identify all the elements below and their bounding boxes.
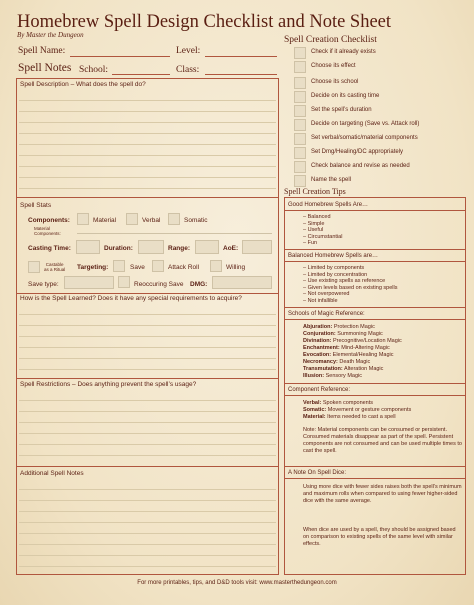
school-desc: Summoning Magic <box>337 331 383 337</box>
school-name: Enchantment: <box>303 345 340 351</box>
school-desc: Mind-Altering Magic <box>341 345 390 351</box>
class-label: Class: <box>176 65 200 75</box>
component-name: Somatic: <box>303 407 327 413</box>
material-label: Material <box>93 217 117 224</box>
attack-roll-checkbox[interactable] <box>152 260 164 272</box>
additional-notes-field[interactable] <box>19 479 276 573</box>
learned-field[interactable] <box>19 304 276 376</box>
save-type-field[interactable] <box>64 276 114 289</box>
schools-heading: Schools of Magic Reference: <box>288 311 365 317</box>
checklist-item-label: Set the spell’s duration <box>311 107 372 113</box>
checkbox[interactable] <box>294 61 306 73</box>
balanced-spells-heading: Balanced Homebrew Spells are… <box>288 253 379 259</box>
level-label: Level: <box>176 46 201 56</box>
component-desc: Movement or gesture components <box>327 407 412 413</box>
component-item <box>303 414 396 421</box>
balanced-item: – Limited by components <box>303 265 365 271</box>
school-item <box>303 352 394 359</box>
component-name: Verbal: <box>303 400 322 406</box>
school-item <box>303 366 383 373</box>
ritual-checkbox[interactable] <box>28 261 40 273</box>
verbal-label: Verbal <box>142 217 161 224</box>
component-item <box>303 400 373 407</box>
components-label: Components: <box>28 217 70 224</box>
checklist-item[interactable] <box>294 119 464 133</box>
checklist-item[interactable] <box>294 161 464 175</box>
level-field[interactable] <box>205 56 277 57</box>
checkbox[interactable] <box>294 119 306 131</box>
dice-paragraph: When dice are used by a spell, they should be assigned based on comparison to existing spells of the same level with similar effects. <box>303 527 456 547</box>
checklist-item-label: Choose its effect <box>311 63 356 69</box>
aoe-label: AoE: <box>223 245 239 252</box>
save-label: Save <box>130 264 145 271</box>
attack-roll-label: Attack Roll <box>168 264 200 271</box>
class-field[interactable] <box>205 74 277 75</box>
school-name: Necromancy: <box>303 359 338 365</box>
footer-text: For more printables, tips, and D&D tools visit: www.masterthedungeon.com <box>137 580 337 586</box>
aoe-field[interactable] <box>242 240 272 254</box>
school-desc: Death Magic <box>339 359 371 365</box>
castable-ritual-label: Castable as a Ritual <box>44 262 66 272</box>
reoccurring-save-label: Reoccuring Save <box>134 281 184 288</box>
balanced-item: – Use existing spells as reference <box>303 278 386 284</box>
school-desc: Sensory Magic <box>325 373 363 379</box>
checklist-item-label: Set Dmg/Healing/DC appropriately <box>311 149 404 155</box>
school-label: School: <box>79 65 109 75</box>
school-item <box>303 338 402 345</box>
dice-heading: A Note On Spell Dice: <box>288 470 347 476</box>
checkbox[interactable] <box>294 133 306 145</box>
casting-time-label: Casting Time: <box>28 245 71 252</box>
balanced-item: – Not overpowered <box>303 291 350 297</box>
divider <box>285 249 465 250</box>
casting-time-field[interactable] <box>76 240 100 254</box>
willing-label: Willing <box>226 264 246 271</box>
description-label: Spell Description – What does the spell do? <box>20 81 146 88</box>
byline: By Master the Dungeon <box>17 31 84 39</box>
component-item <box>303 407 411 414</box>
component-desc: Spoken components <box>322 400 374 406</box>
divider <box>16 466 279 467</box>
divider <box>285 307 465 308</box>
balanced-item: – Given levels based on existing spells <box>303 284 398 291</box>
restrictions-label: Spell Restrictions – Does anything prevent the spell’s usage? <box>20 381 197 388</box>
checklist-item-label: Name the spell <box>311 177 352 183</box>
school-desc: Elemental/Healing Magic <box>332 352 394 358</box>
good-spells-heading: Good Homebrew Spells Are… <box>288 202 369 208</box>
stats-label: Spell Stats <box>20 202 52 209</box>
willing-checkbox[interactable] <box>210 260 222 272</box>
component-name: Material: <box>303 414 326 420</box>
tips-heading: Spell Creation Tips <box>284 187 346 196</box>
dmg-field[interactable] <box>212 276 272 289</box>
school-desc: Protection Magic <box>333 324 375 330</box>
school-name: Illusion: <box>303 373 325 379</box>
good-item: – Useful <box>303 227 324 233</box>
dmg-label: DMG: <box>190 281 208 288</box>
spell-name-field[interactable] <box>70 56 170 57</box>
checkbox[interactable] <box>294 147 306 159</box>
duration-field[interactable] <box>138 240 164 254</box>
range-field[interactable] <box>195 240 219 254</box>
checklist-item[interactable] <box>294 91 464 105</box>
range-label: Range: <box>168 245 191 252</box>
good-item: – Balanced <box>303 214 331 220</box>
checklist-item-label: Decide on targeting (Save vs. Attack roll) <box>311 121 420 127</box>
checkbox[interactable] <box>294 47 306 59</box>
school-item <box>303 324 375 331</box>
divider <box>285 261 465 262</box>
good-item: – Simple <box>303 220 325 227</box>
component-heading: Component Reference: <box>288 387 351 393</box>
checkbox[interactable] <box>294 91 306 103</box>
checklist-item[interactable] <box>294 105 464 119</box>
tips-panel <box>284 197 466 575</box>
school-desc: Precognitive/Location Magic <box>332 338 402 344</box>
somatic-checkbox[interactable] <box>168 213 180 225</box>
school-item <box>303 331 383 338</box>
school-name: Divination: <box>303 338 332 344</box>
school-desc: Alteration Magic <box>343 366 384 372</box>
checklist-item[interactable] <box>294 77 464 91</box>
checklist-item-label: Set verbal/somatic/material components <box>311 135 418 141</box>
learned-label: How is the Spell Learned? Does it have any special requirements to acquire? <box>20 295 242 302</box>
save-checkbox[interactable] <box>113 260 125 272</box>
description-field[interactable] <box>19 90 276 195</box>
school-item <box>303 373 362 380</box>
save-type-label: Save type: <box>28 281 59 288</box>
divider <box>16 378 279 379</box>
divider <box>285 383 465 384</box>
divider <box>16 197 279 198</box>
school-name: Conjuration: <box>303 331 336 337</box>
divider <box>285 478 465 479</box>
component-desc: Items needed to cast a spell <box>327 414 396 420</box>
checkbox[interactable] <box>294 105 306 117</box>
checklist-item-label: Decide on its casting time <box>311 93 380 99</box>
spell-notes-label: Spell Notes <box>18 62 72 74</box>
targeting-label: Targeting: <box>77 264 109 271</box>
checklist-item-label: Choose its school <box>311 79 359 85</box>
good-item: – Circumstantial <box>303 233 343 240</box>
checklist-item[interactable] <box>294 61 464 75</box>
page-title: Homebrew Spell Design Checklist and Note Sheet <box>17 12 392 32</box>
material-checkbox[interactable] <box>77 213 89 225</box>
reoccurring-save-checkbox[interactable] <box>118 276 130 288</box>
divider <box>16 293 279 294</box>
checklist-item-label: Check if it already exists <box>311 49 376 55</box>
school-name: Evocation: <box>303 352 332 358</box>
component-note: Note: Material components can be consumed or persistent. Consumed materials disappear as part of the spell. Persistent components are not consumed and can be used multiple times to cast the spell. <box>303 427 462 454</box>
divider <box>285 210 465 211</box>
material-components-label: Material Components: <box>34 226 61 236</box>
balanced-item: – Limited by concentration <box>303 271 368 278</box>
dice-paragraph: Using more dice with fewer sides raises both the spell’s minimum and maximum rolls when compared to using fewer higher-sided dice with the same average. <box>303 484 462 504</box>
divider <box>285 319 465 320</box>
school-field[interactable] <box>112 74 170 75</box>
checklist-item-label: Check balance and revise as needed <box>311 163 410 169</box>
good-item: – Fun <box>303 240 318 246</box>
divider <box>285 395 465 396</box>
material-components-field[interactable] <box>77 233 272 234</box>
divider <box>285 466 465 467</box>
school-item <box>303 359 370 366</box>
school-name: Transmutation: <box>303 366 343 372</box>
verbal-checkbox[interactable] <box>126 213 138 225</box>
checklist-item[interactable] <box>294 147 464 161</box>
checklist-heading: Spell Creation Checklist <box>284 35 377 45</box>
checklist-item[interactable] <box>294 47 464 61</box>
checkbox[interactable] <box>294 161 306 173</box>
spell-name-label: Spell Name: <box>18 46 66 56</box>
somatic-label: Somatic <box>184 217 208 224</box>
additional-notes-label: Additional Spell Notes <box>20 470 84 477</box>
checkbox[interactable] <box>294 77 306 89</box>
school-item <box>303 345 390 352</box>
checklist-item[interactable] <box>294 133 464 147</box>
duration-label: Duration: <box>104 245 133 252</box>
checkbox[interactable] <box>294 175 306 187</box>
balanced-item: – Not infallible <box>303 297 338 304</box>
restrictions-field[interactable] <box>19 390 276 464</box>
school-name: Abjuration: <box>303 324 333 330</box>
